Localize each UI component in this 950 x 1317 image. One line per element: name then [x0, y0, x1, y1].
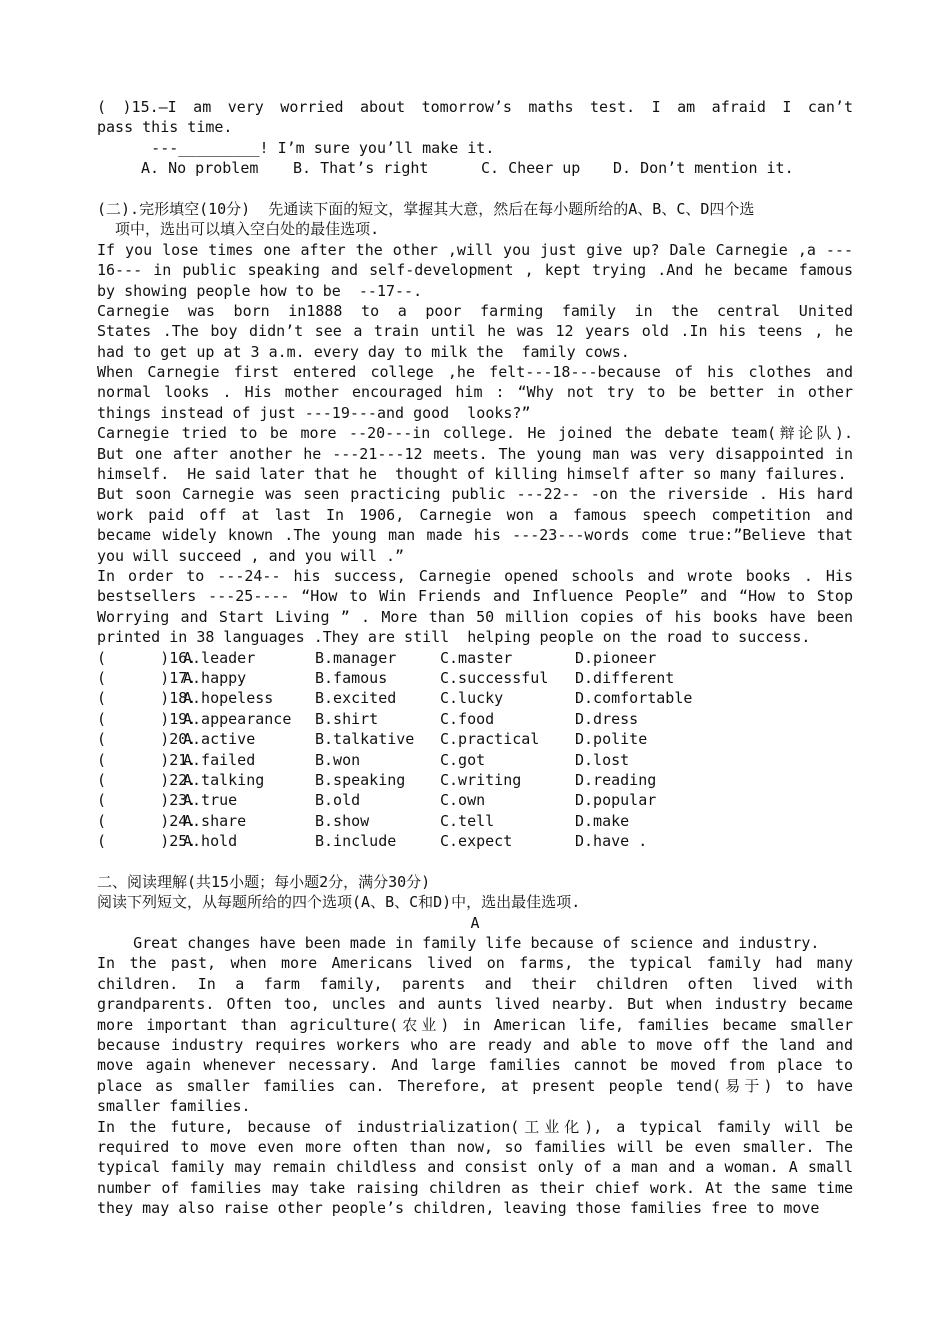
option-d: D.popular: [575, 791, 657, 810]
cloze-heading-cont: 项中，选出可以填入空白处的最佳选项.: [97, 220, 380, 239]
passage-line: If you lose times one after the other ,will you just give up? Dale Carnegie ,a ---: [97, 240, 853, 259]
passage-line: move again whenever necessary. And large families cannot be moved from place to: [97, 1056, 853, 1075]
option-a: A.talking: [183, 770, 265, 789]
option-a: A. No problem: [141, 159, 259, 178]
question-15-line-1: ( )15.—I am very worried about tomorrow’s maths test. I am afraid I can’t: [97, 98, 853, 116]
question-number: ( )16.: [97, 648, 197, 667]
reading-section: [97, 872, 853, 1219]
passage-line: himself. He said later that he thought of killing himself after so many failures.: [97, 465, 847, 484]
passage-line: But one after another he ---21---12 meets. The young man was very disappointed in: [97, 444, 853, 463]
reading-heading: 二、阅读理解(共15小题；每小题2分，满分30分): [97, 872, 431, 891]
passage-line: things instead of just ---19---and good looks?”: [97, 403, 531, 422]
question-15-options: [97, 158, 853, 178]
passage-line: bestsellers ---25---- “How to Win Friends and Influence People” and “How to Stop: [97, 587, 853, 606]
question-number: ( )22.: [97, 770, 197, 789]
option-b: B.old: [315, 791, 361, 810]
option-d: D.have .: [575, 832, 648, 851]
cloze-section: [97, 199, 853, 852]
cloze-passage: [97, 240, 853, 648]
option-d: D.pioneer: [575, 648, 657, 667]
option-d: D.polite: [575, 730, 648, 749]
option-b: B.include: [315, 832, 397, 851]
cloze-question-row: [97, 811, 853, 831]
option-d: D. Don’t mention it.: [613, 159, 794, 178]
cloze-heading: (二).完形填空(10分) 先通读下面的短文，掌握其大意，然后在每小题所给的A、B、C、D四个选: [97, 199, 755, 218]
cloze-question-row: [97, 750, 853, 770]
passage-line: In the past, when more Americans lived on farms, the typical family had many: [97, 954, 853, 973]
passage-line: by showing people how to be --17--.: [97, 281, 423, 300]
question-number: ( )18.: [97, 689, 197, 708]
passage-line: Carnegie tried to be more --20---in college. He joined the debate team(辩论队).: [97, 424, 853, 443]
passage-line: But soon Carnegie was seen practicing public ---22-- -on the riverside . His hard: [97, 485, 853, 504]
passage-line: required to move even more often than now, so families will be even smaller. The: [97, 1137, 853, 1156]
question-number: ( )23.: [97, 791, 197, 810]
passage-line: because industry requires workers who are ready and able to move off the land and: [97, 1035, 853, 1054]
option-c: C.practical: [440, 730, 540, 749]
question-number: ( )19.: [97, 709, 197, 728]
cloze-question-row: [97, 770, 853, 790]
option-b: B.excited: [315, 689, 397, 708]
passage-line: normal looks . His mother encouraged him : “Why not try to be better in other: [97, 383, 853, 402]
option-c: C.successful: [440, 668, 549, 687]
question-number: ( )25.: [97, 832, 197, 851]
question-number: ( )21.: [97, 750, 197, 769]
question-15: [97, 97, 853, 179]
option-b: B.won: [315, 750, 361, 769]
option-b: B.talkative: [315, 730, 415, 749]
question-number: ( )20.: [97, 730, 197, 749]
cloze-question-row: [97, 648, 853, 668]
option-d: D.make: [575, 811, 630, 830]
option-c: C.master: [440, 648, 513, 667]
passage-line: Great changes have been made in family life because of science and industry.: [97, 934, 820, 953]
passage-line: work paid off at last In 1906, Carnegie won a famous speech competition and: [97, 505, 853, 524]
option-d: D.comfortable: [575, 689, 693, 708]
passage-line: they may also raise other people’s children, leaving those families free to move: [97, 1199, 820, 1218]
passage-line: children. In a farm family, parents and their children often lived with: [97, 974, 853, 993]
option-a: A.happy: [183, 668, 247, 687]
exam-page: [97, 97, 853, 1218]
cloze-questions: [97, 648, 853, 852]
passage-line: place as smaller families can. Therefore, at present people tend(易于) to have: [97, 1076, 853, 1095]
passage-line: grandparents. Often too, uncles and aunts lived nearby. But when industry became: [97, 995, 853, 1014]
option-c: C.writing: [440, 770, 522, 789]
option-b: B.famous: [315, 668, 388, 687]
option-b: B.show: [315, 811, 370, 830]
option-c: C. Cheer up: [481, 159, 581, 178]
cloze-question-row: [97, 831, 853, 851]
question-number: ( )17.: [97, 668, 197, 687]
passage-line: number of families may take raising children as their chief work. At the same time: [97, 1178, 853, 1197]
question-number: ( )24.: [97, 811, 197, 830]
option-a: A.hopeless: [183, 689, 274, 708]
option-b: B.manager: [315, 648, 397, 667]
passage-label: A: [470, 913, 480, 932]
option-a: A.appearance: [183, 709, 292, 728]
passage-line: became widely known .The young man made his ---23---words come true:”Believe that: [97, 526, 853, 545]
option-b: B. That’s right: [293, 159, 429, 178]
cloze-question-row: [97, 709, 853, 729]
option-a: A.active: [183, 730, 256, 749]
reading-instructions: 阅读下列短文，从每题所给的四个选项(A、B、C和D)中，选出最佳选项.: [97, 893, 581, 912]
option-b: B.speaking: [315, 770, 406, 789]
passage-line: When Carnegie first entered college ,he felt---18---because of his clothes and: [97, 363, 853, 382]
passage-line: States .The boy didn’t see a train until he was 12 years old .In his teens , he: [97, 322, 853, 341]
passage-line: smaller families.: [97, 1097, 251, 1116]
option-c: C.expect: [440, 832, 513, 851]
cloze-question-row: [97, 729, 853, 749]
option-c: C.own: [440, 791, 486, 810]
passage-line: more important than agriculture(农业) in American life, families became smaller: [97, 1015, 853, 1034]
option-c: C.tell: [440, 811, 495, 830]
option-c: C.got: [440, 750, 486, 769]
option-c: C.lucky: [440, 689, 504, 708]
passage-line: 16--- in public speaking and self-development , kept trying .And he became famous: [97, 261, 853, 280]
cloze-question-row: [97, 668, 853, 688]
option-a: A.share: [183, 811, 247, 830]
reading-passage: [97, 933, 853, 1218]
cloze-question-row: [97, 790, 853, 810]
passage-line: printed in 38 languages .They are still helping people on the road to success.: [97, 628, 811, 647]
passage-line: typical family may remain childless and consist only of a man and a woman. A small: [97, 1158, 853, 1177]
cloze-question-row: [97, 688, 853, 708]
option-d: D.different: [575, 668, 675, 687]
option-a: A.hold: [183, 832, 238, 851]
passage-line: had to get up at 3 a.m. every day to milk the family cows.: [97, 342, 630, 361]
option-c: C.food: [440, 709, 495, 728]
passage-line: Carnegie was born in1888 to a poor farming family in the central United: [97, 301, 853, 320]
question-15-line-3: ---_________! I’m sure you’ll make it.: [97, 138, 495, 157]
option-d: D.reading: [575, 770, 657, 789]
passage-line: you will succeed , and you will .”: [97, 546, 405, 565]
passage-line: In the future, because of industrialization(工业化), a typical family will be: [97, 1117, 853, 1136]
passage-line: In order to ---24-- his success, Carnegie opened schools and wrote books . His: [97, 566, 853, 585]
passage-line: Worrying and Start Living ” . More than 50 million copies of his books have been: [97, 607, 853, 626]
option-a: A.leader: [183, 648, 256, 667]
option-a: A.failed: [183, 750, 256, 769]
option-a: A.true: [183, 791, 238, 810]
option-b: B.shirt: [315, 709, 379, 728]
option-d: D.lost: [575, 750, 630, 769]
question-15-line-2: pass this time.: [97, 118, 233, 137]
option-d: D.dress: [575, 709, 639, 728]
